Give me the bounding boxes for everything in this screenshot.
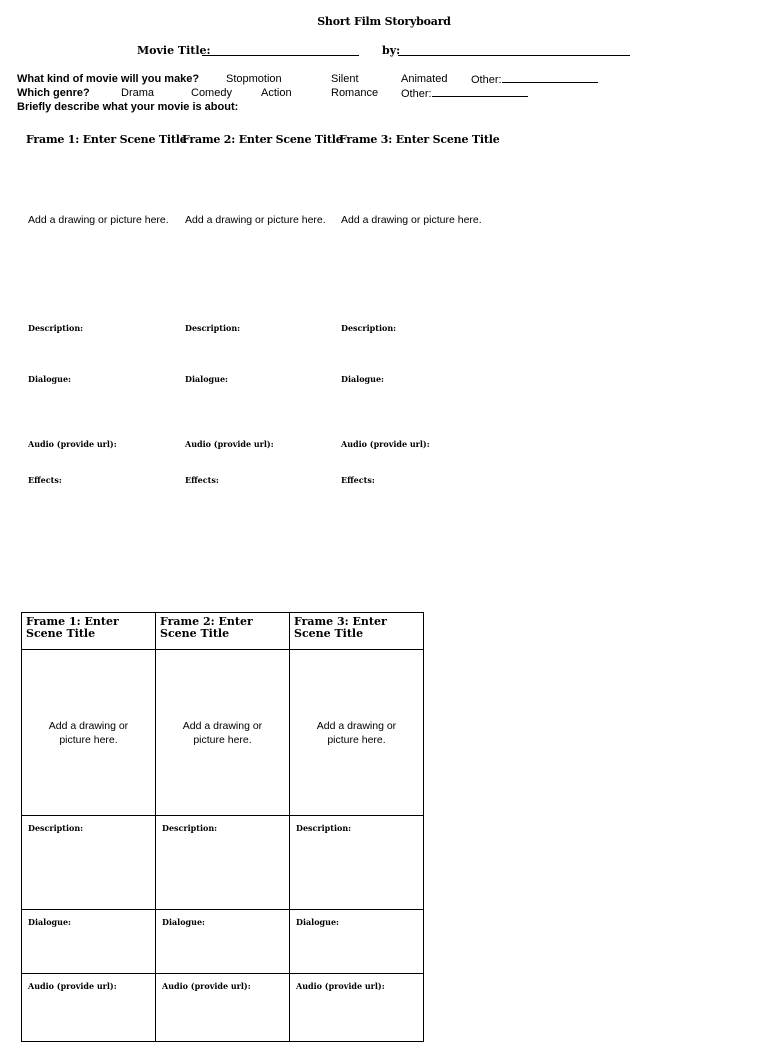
table-frame-3-audio[interactable]: Audio (provide url): [290, 974, 424, 1042]
author-field[interactable] [398, 55, 630, 56]
frame-1-drawing-placeholder[interactable]: Add a drawing or picture here. [28, 214, 169, 226]
frame-3-dialogue-label: Dialogue: [341, 374, 384, 384]
frame-3-audio-label: Audio (provide url): [341, 439, 430, 449]
frame-1-audio-label: Audio (provide url): [28, 439, 117, 449]
table-frame-2-drawing-cell[interactable] [156, 650, 290, 816]
option-stopmotion[interactable]: Stopmotion [226, 73, 282, 85]
table-frame-2-title[interactable]: Frame 2: Enter Scene Title [156, 613, 290, 650]
description-question: Briefly describe what your movie is about: [17, 101, 239, 113]
movie-title-field[interactable] [202, 55, 359, 56]
document-title: Short Film Storyboard [317, 15, 451, 28]
table-dialogue-row [22, 910, 424, 974]
author-label: by: [382, 44, 401, 57]
genre-other-field[interactable] [432, 87, 528, 97]
option-comedy[interactable]: Comedy [191, 87, 232, 99]
table-frame-1-title[interactable]: Frame 1: Enter Scene Title [22, 613, 156, 650]
table-frame-1-dialogue[interactable]: Dialogue: [22, 910, 156, 974]
table-frame-2-drawing-placeholder: Add a drawing or picture here. [182, 719, 263, 746]
frame-3-title: Frame 3: Enter Scene Title [339, 133, 500, 146]
option-drama[interactable]: Drama [121, 87, 155, 99]
table-frame-3-dialogue[interactable]: Dialogue: [290, 910, 424, 974]
frame-2-description-label: Description: [185, 323, 241, 333]
table-frame-3-drawing-cell[interactable] [290, 650, 424, 816]
storyboard-table [21, 612, 424, 1042]
frame-3-description-label: Description: [341, 323, 397, 333]
table-frame-3-title[interactable]: Frame 3: Enter Scene Title [290, 613, 424, 650]
table-frame-1-drawing-cell[interactable] [22, 650, 156, 816]
kind-other-field[interactable] [502, 73, 598, 83]
option-silent[interactable]: Silent [331, 73, 359, 85]
option-genre-other[interactable] [401, 87, 528, 100]
table-frame-3-drawing-placeholder: Add a drawing or picture here. [316, 719, 397, 746]
genre-question: Which genre? [17, 87, 90, 99]
table-description-row [22, 816, 424, 910]
table-frame-1-audio[interactable]: Audio (provide url): [22, 974, 156, 1042]
frame-1-description-label: Description: [28, 323, 84, 333]
option-kind-other[interactable] [471, 73, 598, 86]
table-frame-2-dialogue[interactable]: Dialogue: [156, 910, 290, 974]
frame-3-effects-label: Effects: [341, 475, 375, 485]
option-action[interactable]: Action [261, 87, 292, 99]
frame-2-audio-label: Audio (provide url): [185, 439, 274, 449]
frame-1-dialogue-label: Dialogue: [28, 374, 71, 384]
frame-2-title: Frame 2: Enter Scene Title [182, 133, 343, 146]
frame-2-effects-label: Effects: [185, 475, 219, 485]
option-genre-other-label: Other: [401, 88, 432, 100]
table-frame-3-description[interactable]: Description: [290, 816, 424, 910]
movie-kind-question: What kind of movie will you make? [17, 73, 200, 85]
table-frame-2-description[interactable]: Description: [156, 816, 290, 910]
table-drawing-row [22, 650, 424, 816]
option-animated[interactable]: Animated [401, 73, 448, 85]
table-audio-row [22, 974, 424, 1042]
table-frame-1-drawing-placeholder: Add a drawing or picture here. [48, 719, 129, 746]
frame-3-drawing-placeholder[interactable]: Add a drawing or picture here. [341, 214, 482, 226]
table-frame-1-description[interactable]: Description: [22, 816, 156, 910]
option-romance[interactable]: Romance [331, 87, 379, 99]
frame-1-title: Frame 1: Enter Scene Title [26, 133, 187, 146]
frame-2-drawing-placeholder[interactable]: Add a drawing or picture here. [185, 214, 326, 226]
movie-title-label: Movie Title: [137, 44, 211, 57]
table-header-row [22, 613, 424, 650]
option-kind-other-label: Other: [471, 74, 502, 86]
frame-1-effects-label: Effects: [28, 475, 62, 485]
frame-2-dialogue-label: Dialogue: [185, 374, 228, 384]
table-frame-2-audio[interactable]: Audio (provide url): [156, 974, 290, 1042]
